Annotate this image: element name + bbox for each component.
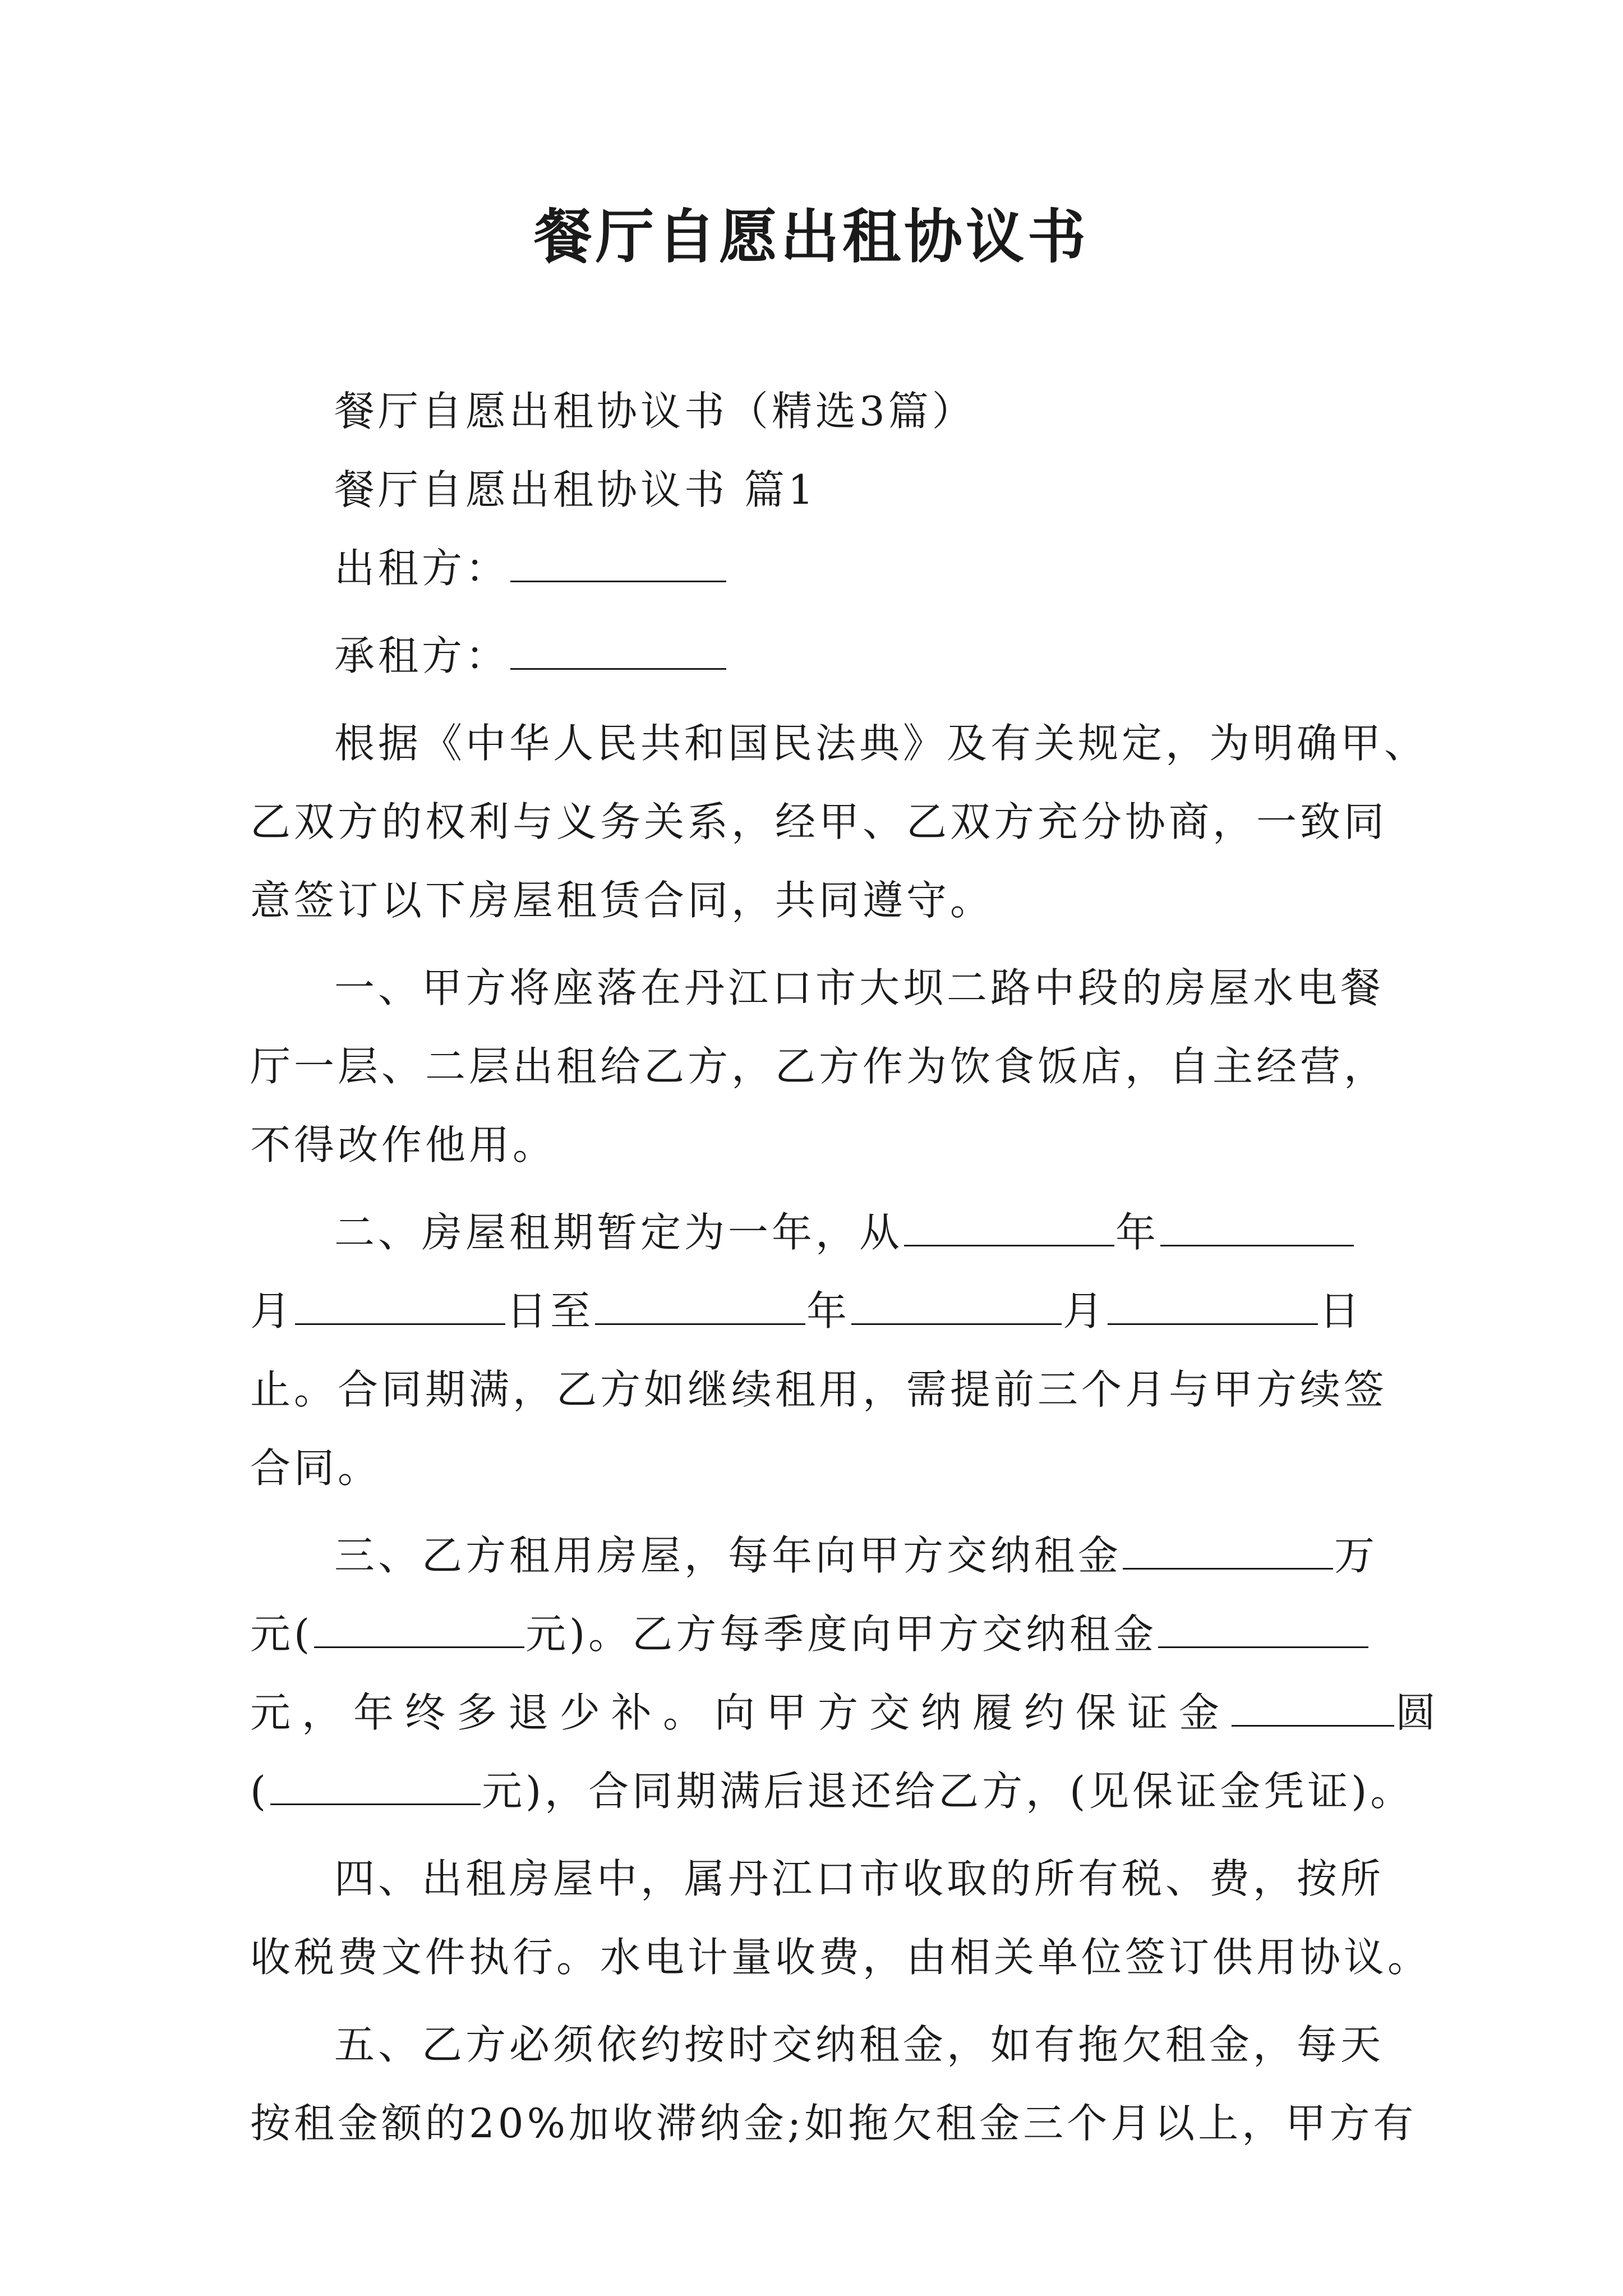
end-day-blank [1108, 1291, 1318, 1325]
lessor-blank [510, 548, 726, 582]
clause-text: 三、乙方租用房屋，每年向甲方交纳租金 [334, 1532, 1122, 1579]
paragraph-line: 根据《中华人民共和国民法典》及有关规定，为明确甲、 [334, 720, 1428, 767]
lessee-line [250, 616, 1394, 695]
lessor-label: 出租方： [334, 545, 510, 592]
clause-text: 万 [1334, 1532, 1378, 1579]
deposit-blank [1232, 1692, 1394, 1727]
paragraph-line: 收税费文件执行。水电计量收费，由相关单位签订供用协议。 [250, 1934, 1432, 1981]
paragraph-line: 一、甲方将座落在丹江口市大坝二路中段的房屋水电餐 [334, 964, 1385, 1011]
clause-text: 日至 [506, 1287, 594, 1335]
clause-4 [250, 1839, 1432, 1996]
paragraph-line: 按租金额的20%加收滞纳金;如拖欠租金三个月以上，甲方有 [250, 2100, 1417, 2147]
clause-text: 圆 [1395, 1689, 1440, 1736]
paragraph-line: 止。合同期满，乙方如继续租用，需提前三个月与甲方续签 [250, 1366, 1388, 1413]
deposit-amount-blank [270, 1771, 481, 1805]
clause-text: ( [250, 1768, 270, 1815]
paragraph-line [250, 1193, 1394, 1272]
paragraph-line: 不得改作他用。 [250, 1121, 557, 1168]
document-title: 餐厅自愿出租协议书 [533, 202, 1089, 271]
annual-rent-blank [1123, 1535, 1333, 1570]
subtitle: 餐厅自愿出租协议书（精选3篇） [334, 388, 976, 435]
paragraph-line [250, 1752, 1414, 1830]
month-blank [1160, 1212, 1354, 1246]
clause-2 [250, 1193, 1394, 1507]
end-month-blank [851, 1291, 1062, 1325]
lessee-blank [510, 636, 726, 670]
paragraph-line [250, 1673, 1440, 1752]
clause-text: 元，年终多退少补。向甲方交纳履约保证金 [250, 1689, 1231, 1736]
paragraph-line: 乙双方的权利与义务关系，经甲、乙双方充分协商，一致同 [250, 798, 1388, 845]
paragraph-line [250, 1516, 1394, 1595]
clause-text: 月 [1063, 1287, 1107, 1335]
paragraph-line: 意签订以下房屋租赁合同，共同遵守。 [250, 877, 994, 924]
end-year-blank [595, 1291, 805, 1325]
paragraph-line: 五、乙方必须依约按时交纳租金，如有拖欠租金，每天 [334, 2021, 1385, 2068]
clause-text: 年 [1115, 1209, 1160, 1256]
day-blank [295, 1291, 505, 1325]
clause-text: 月 [250, 1287, 294, 1335]
paragraph-line: 四、出租房屋中，属丹江口市收取的所有税、费，按所 [334, 1855, 1385, 1902]
clause-text: 元)。乙方每季度向甲方交纳租金 [525, 1611, 1158, 1658]
clause-5 [250, 2005, 1417, 2162]
clause-text: 元)，合同期满后退还给乙方，(见保证金凭证)。 [482, 1768, 1414, 1815]
rent-amount-blank [314, 1614, 524, 1648]
document-body [250, 372, 1440, 2162]
lessee-label: 承租方： [334, 632, 510, 679]
year-blank [904, 1212, 1114, 1246]
clause-3 [250, 1516, 1440, 1830]
clause-text: 年 [806, 1287, 851, 1335]
quarterly-rent-blank [1158, 1614, 1368, 1648]
clause-1 [250, 949, 1394, 1184]
clause-text: 二、房屋租期暂定为一年，从 [334, 1209, 903, 1256]
clause-text: 元( [250, 1611, 313, 1658]
clause-text: 日 [1319, 1287, 1363, 1335]
paragraph-line: 厅一层、二层出租给乙方，乙方作为饮食饭店，自主经营， [250, 1043, 1388, 1090]
section-heading: 餐厅自愿出租协议书 篇1 [334, 466, 817, 513]
paragraph-line [250, 1595, 1394, 1673]
paragraph-line: 合同。 [250, 1444, 382, 1492]
paragraph-line [250, 1272, 1394, 1350]
lessor-line [250, 529, 1394, 608]
intro-paragraph [250, 704, 1428, 940]
